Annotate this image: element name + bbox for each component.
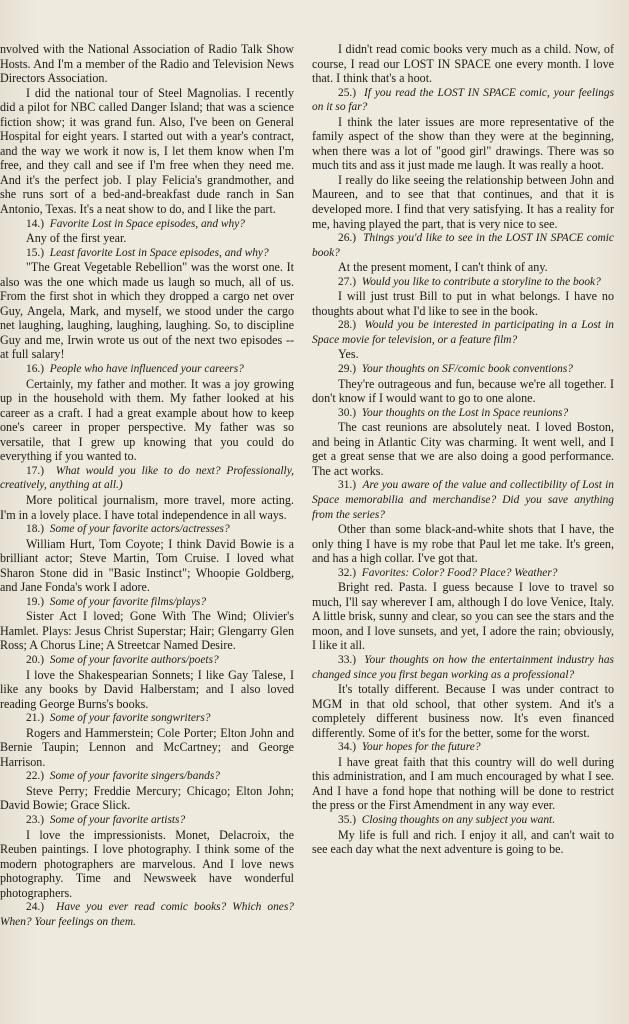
question-text: Some of your favorite songwriters? bbox=[49, 712, 211, 725]
question-text: If you read the LOST IN SPACE comic, your feelings on it so far? bbox=[312, 86, 614, 114]
interview-question bbox=[312, 813, 614, 828]
answer-paragraph: Yes. bbox=[338, 347, 359, 362]
question-text: Closing thoughts on any subject you want. bbox=[361, 813, 556, 826]
interview-question bbox=[0, 217, 294, 232]
interview-question bbox=[312, 740, 614, 755]
question-number: 25.) bbox=[338, 86, 357, 99]
answer-paragraph: Steve Perry; Freddie Mercury; Chicago; Elton John; David Bowie; Grace Slick. bbox=[0, 783, 294, 813]
question-text: Favorite Lost in Space episodes, and why? bbox=[49, 217, 245, 230]
interview-question bbox=[312, 231, 614, 260]
question-text: What would you like to do next? Professionally, creatively, anything at all.) bbox=[0, 464, 294, 492]
answer-paragraph: Bright red. Pasta. I guess because I love to travel so much, I'll say wherever I am, although I do love Venice, Italy. A little brisk, sunny and clear, so you can see the stars and the moon, and I love sunsets, and yet, I adore the rain; obviously, I like it all. bbox=[312, 580, 614, 653]
right-column bbox=[312, 42, 614, 857]
answer-paragraph: Certainly, my father and mother. It was a joy growing up in the household with them. My father looked at his career as a craft. I had a great example about how to keep one's career in proper perspective. My father was so versatile, that I grew up knowing that you could do everything if you wanted to. bbox=[0, 376, 294, 464]
question-number: 33.) bbox=[338, 653, 357, 666]
question-number: 23.) bbox=[26, 813, 45, 826]
interview-question bbox=[0, 813, 294, 828]
interview-question bbox=[312, 318, 614, 347]
answer-paragraph: William Hurt, Tom Coyote; I think David Bowie is a brilliant actor; Steve Martin, Tom Cruise. I loved what Sharon Stone did in "Basic Instinct"; Whoopie Goldberg, and Jane Fonda's work I adore. bbox=[0, 536, 294, 595]
answer-paragraph: They're outrageous and fun, because we're all together. I don't know if I would want to go to one alone. bbox=[312, 376, 614, 406]
question-number: 30.) bbox=[338, 406, 357, 419]
answer-paragraph: The cast reunions are absolutely neat. I loved Boston, and being in Atlantic City was charming. It went well, and I get a great sense that we are also doing a good performance. The act works. bbox=[312, 420, 614, 478]
question-text: Have you ever read comic books? Which ones? When? Your feelings on them. bbox=[0, 901, 294, 928]
interview-question bbox=[0, 711, 294, 726]
answer-paragraph: I love the Shakespearian Sonnets; I like Gay Talese, I like any books by David Halberstam; and I also loved reading George Burns's books. bbox=[0, 667, 294, 711]
interview-question bbox=[0, 769, 294, 784]
interview-question bbox=[312, 406, 614, 421]
interview-question bbox=[312, 566, 614, 581]
question-text: Some of your favorite authors/poets? bbox=[49, 653, 219, 666]
question-number: 20.) bbox=[26, 653, 45, 666]
answer-paragraph: I will just trust Bill to put in what belongs. I have no thoughts about what I'd like to see in the book. bbox=[312, 289, 614, 318]
question-number: 19.) bbox=[26, 595, 45, 608]
interview-question bbox=[0, 653, 294, 668]
answer-paragraph: Any of the first year. bbox=[26, 231, 127, 246]
answer-paragraph: I have great faith that this country will do well during this administration, and I am much encouraged by what I see. And I have a fond hope that nothing will be done to restrict the press or the First Amendment in any way ever. bbox=[312, 754, 614, 813]
question-number: 35.) bbox=[338, 813, 357, 826]
question-text: People who have influenced your careers? bbox=[49, 363, 244, 376]
interview-question bbox=[312, 86, 614, 115]
answer-paragraph: nvolved with the National Association of Radio Talk Show Hosts. And I'm a member of the Radio and Television News Directors Association. bbox=[0, 42, 294, 86]
question-number: 21.) bbox=[26, 712, 45, 725]
question-number: 18.) bbox=[26, 523, 45, 536]
interview-question bbox=[312, 362, 614, 377]
interview-question bbox=[0, 595, 294, 610]
interview-question bbox=[312, 478, 614, 522]
interview-question bbox=[0, 522, 294, 537]
question-text: Least favorite Lost in Space episodes, and why? bbox=[49, 246, 269, 259]
question-text: Some of your favorite actors/actresses? bbox=[49, 523, 230, 536]
question-number: 16.) bbox=[26, 363, 45, 376]
interview-question bbox=[0, 464, 294, 493]
answer-paragraph: Rogers and Hammerstein; Cole Porter; Elton John and Bernie Taupin; Lennon and McCartney; and George Harrison. bbox=[0, 725, 294, 769]
question-number: 15.) bbox=[26, 246, 45, 259]
question-text: Things you'd like to see in the LOST IN SPACE comic book? bbox=[312, 232, 614, 259]
answer-paragraph: Sister Act I loved; Gone With The Wind; Olivier's Hamlet. Plays: Jesus Christ Superstar; Hair; Glengarry Glen Ross; A Chorus Line; A Streetcar Named Desire. bbox=[0, 609, 294, 653]
question-number: 32.) bbox=[338, 566, 357, 579]
question-text: Would you like to contribute a storyline to the book? bbox=[361, 275, 601, 288]
interview-question bbox=[0, 900, 294, 929]
answer-paragraph: Other than some black-and-white shots that I have, the only thing I have is my robe that Paul let me take. It's green, and has a high collar. I've got that. bbox=[312, 522, 614, 566]
question-number: 14.) bbox=[26, 217, 45, 230]
answer-paragraph: My life is full and rich. I enjoy it all, and can't wait to see each day what the next adventure is going to be. bbox=[312, 827, 614, 857]
question-number: 29.) bbox=[338, 363, 357, 376]
question-number: 31.) bbox=[338, 479, 357, 492]
answer-paragraph: I really do like seeing the relationship between John and Maureen, and to see that that continues, and that it is developed more. I find that very satisfying. It has a reality for me, having played the part, that is very nice to see. bbox=[312, 172, 614, 231]
interview-question bbox=[312, 275, 614, 290]
question-number: 24.) bbox=[26, 901, 45, 914]
question-number: 22.) bbox=[26, 770, 45, 783]
question-number: 34.) bbox=[338, 741, 357, 754]
question-text: Some of your favorite films/plays? bbox=[49, 595, 207, 608]
question-text: Favorites: Color? Food? Place? Weather? bbox=[361, 566, 558, 579]
question-text: Are you aware of the value and collectibility of Lost in Space memorabilia and merchandise? Did you save anything from the series? bbox=[312, 479, 614, 521]
question-text: Would you be interested in participating in a Lost in Space movie for television, or a feature film? bbox=[312, 319, 614, 346]
question-text: Your thoughts on the Lost in Space reunions? bbox=[361, 406, 569, 419]
answer-paragraph: At the present moment, I can't think of any. bbox=[338, 260, 548, 275]
answer-paragraph: "The Great Vegetable Rebellion" was the worst one. It also was the one which made us laugh so much, all of us. From the first shot in which they dropped a cargo net over Guy, Angela, Mark, and myself, we stood under the cargo net laughing, laughing, laughing, laughing. So, to discipline Guy and me, Irwin wrote us out of the next two episodes -- at full salary! bbox=[0, 260, 294, 362]
question-number: 28.) bbox=[338, 319, 357, 332]
interview-question bbox=[0, 362, 294, 377]
question-text: Some of your favorite singers/bands? bbox=[49, 770, 220, 783]
answer-paragraph: More political journalism, more travel, more acting. I'm in a lovely place. I have total independence in all ways. bbox=[0, 492, 294, 522]
question-number: 26.) bbox=[338, 232, 357, 245]
question-text: Your thoughts on how the entertainment industry has changed since you first began working as a professional? bbox=[312, 653, 614, 681]
answer-paragraph: It's totally different. Because I was under contract to MGM in that old school, that other system. And it's a completely different business now. It's even financed differently. Some of it's for the better, some for the worst. bbox=[312, 682, 614, 740]
question-text: Some of your favorite artists? bbox=[49, 813, 186, 826]
answer-paragraph: I did the national tour of Steel Magnolias. I recently did a pilot for NBC called Danger Island; that was a science fiction show; it was grand fun. Also, I've been on General Hospital for eight years. I started out with a year's contract, and the way we work it now is, I let them know when I'm free, and they call and see if I'm free when they need me. And it's the perfect job. I play Felicia's grandmother, and she runs sort of a bed-and-breakfast dude ranch in San Antonio, Texas. It's a neat show to do, and I like the part. bbox=[0, 85, 294, 217]
question-number: 27.) bbox=[338, 275, 357, 288]
interview-question bbox=[312, 653, 614, 682]
answer-paragraph: I love the impressionists. Monet, Delacroix, the Reuben paintings. I love photography. I think some of the modern photographers are marvelous. And I love news photography. Time and Newsweek have wonderful photographers. bbox=[0, 827, 294, 900]
interview-question bbox=[0, 246, 294, 261]
question-text: Your hopes for the future? bbox=[361, 741, 481, 754]
answer-paragraph: I didn't read comic books very much as a child. Now, of course, I read our LOST IN SPACE one every month. I love that. I think that's a hoot. bbox=[312, 42, 614, 86]
question-number: 17.) bbox=[26, 464, 45, 477]
answer-paragraph: I think the later issues are more representative of the family aspect of the show than they were at the beginning, when there was a lot of "good girl" drawings. There was so much tits and ass it just made me laugh. It was really a hoot. bbox=[312, 114, 614, 173]
question-text: Your thoughts on SF/comic book conventions? bbox=[361, 363, 573, 376]
left-column bbox=[0, 42, 294, 929]
